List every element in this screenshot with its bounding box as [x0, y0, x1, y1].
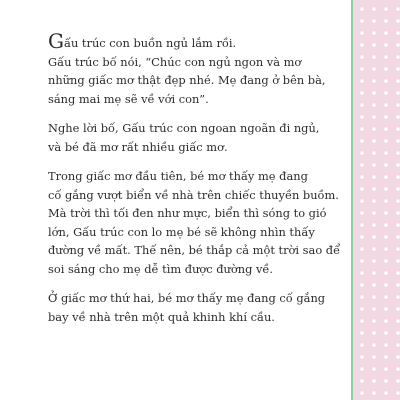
story-paragraph-3: [48, 167, 348, 278]
story-line: Mà trời thì tối đen như mực, biển thì sóng to gió: [48, 206, 327, 220]
story-line-text: ấu trúc con buồn ngủ lắm rồi.: [63, 36, 237, 50]
story-paragraph-2: [48, 119, 348, 156]
story-line: [48, 29, 348, 53]
story-line: Nghe lời bố, Gấu trúc con ngoan ngoãn đi ngủ,: [48, 121, 320, 135]
story-line: đường về mất. Thế nên, bé thắp cả một trời sao để: [48, 243, 341, 257]
story-paragraph-1: [48, 29, 348, 108]
story-line: lớn, Gấu trúc con lo mẹ bé sẽ không nhìn thấy: [48, 224, 315, 239]
story-line: Ở giấc mơ thứ hai, bé mơ thấy mẹ đang cố gắng: [48, 291, 326, 305]
story-line: cố gắng vượt biển về nhà trên chiếc thuyền buồm.: [48, 187, 339, 202]
story-line: soi sáng cho mẹ dễ tìm được đường về.: [48, 261, 274, 276]
story-paragraph-4: [48, 289, 348, 326]
story-text: [48, 29, 348, 337]
story-line: những giấc mơ thật đẹp nhé. Mẹ đang ở bên bà,: [48, 73, 326, 87]
story-line: sáng mai mẹ sẽ về với con”.: [48, 91, 209, 106]
polka-dot-border: [353, 0, 400, 400]
drop-cap: G: [48, 29, 64, 53]
story-line: Gấu trúc bố nói, “Chúc con ngủ ngon và mơ: [48, 54, 302, 69]
story-line: Trong giấc mơ đầu tiên, bé mơ thấy mẹ đang: [48, 169, 308, 183]
story-line: và bé đã mơ rất nhiều giấc mơ.: [48, 139, 228, 154]
story-line: bay về nhà trên một quả khinh khí cầu.: [48, 309, 275, 324]
green-divider-line: [351, 0, 353, 400]
